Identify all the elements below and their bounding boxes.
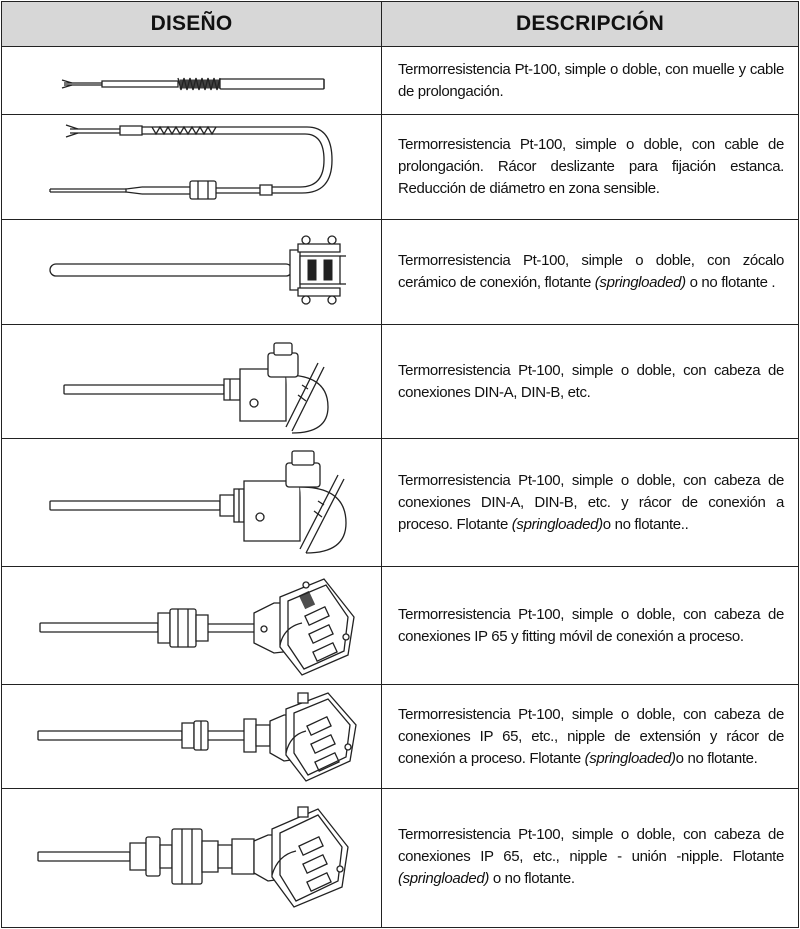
- table-row: [2, 325, 799, 439]
- rtd-ip65-head-nipple-icon: [2, 685, 382, 789]
- description-text-run: o no flotante.: [675, 749, 758, 767]
- description-cell: [382, 220, 799, 325]
- table-row: [2, 439, 799, 567]
- description-text-run: Termorresistencia Pt-100, simple o doble, con muelle y cable de prolongación.: [398, 60, 784, 100]
- rtd-ceramic-block-icon: [2, 220, 382, 325]
- rtd-ip65-head-nipple-union-icon: [2, 789, 382, 928]
- description-text-run: Termorresistencia Pt-100, simple o doble, con cabeza de conexiones IP 65 y fitting móvil de conexión a proceso.: [398, 605, 784, 645]
- rtd-ip65-head-fitting-icon: [2, 567, 382, 685]
- description-cell: [382, 685, 799, 789]
- description-text: [398, 706, 784, 767]
- description-text: [398, 61, 784, 100]
- design-cell: [2, 789, 382, 928]
- description-italic-term: (springloaded): [398, 870, 489, 887]
- design-cell: [2, 439, 382, 567]
- description-text: [398, 252, 784, 291]
- description-text-run: Termorresistencia Pt-100, simple o doble, con cabeza de conexiones DIN-A, DIN-B, etc. y rácor de conexión a proceso. Flotante: [398, 471, 784, 533]
- rtd-din-head-fitting-icon: [2, 439, 382, 567]
- description-cell: [382, 325, 799, 439]
- table-row: [2, 47, 799, 115]
- description-text-run: o no flotante.: [489, 870, 575, 887]
- design-cell: [2, 567, 382, 685]
- design-cell: [2, 685, 382, 789]
- description-cell: [382, 115, 799, 220]
- rtd-din-head-icon: [2, 325, 382, 439]
- table-row: [2, 115, 799, 220]
- header-row: [2, 2, 799, 47]
- description-text: [398, 136, 784, 197]
- description-text-run: o no flotante .: [685, 274, 776, 291]
- design-cell: [2, 47, 382, 115]
- table-row: [2, 685, 799, 789]
- description-text: [398, 826, 784, 887]
- description-italic-term: (springloaded): [584, 749, 676, 767]
- description-text-run: Termorresistencia Pt-100, simple o doble, con cabeza de conexiones DIN-A, DIN-B, etc.: [398, 361, 784, 401]
- rtd-spring-cable-icon: [2, 47, 382, 115]
- description-italic-term: (springloaded): [511, 515, 603, 533]
- header-design: DISEÑO: [2, 2, 382, 47]
- table-row: [2, 789, 799, 928]
- description-text-run: Termorresistencia Pt-100, simple o doble, con cabeza de conexiones IP 65, etc., nipple de extensión y rácor de conexión a proceso. Flotante: [398, 705, 784, 767]
- description-text: [398, 606, 784, 645]
- description-cell: [382, 567, 799, 685]
- description-text-run: Termorresistencia Pt-100, simple o doble, con zócalo cerámico de conexión, flotante: [398, 252, 784, 291]
- description-text: [398, 362, 784, 401]
- design-cell: [2, 115, 382, 220]
- description-cell: [382, 439, 799, 567]
- description-text-run: o no flotante..: [602, 515, 689, 533]
- description-text: [398, 472, 784, 533]
- description-cell: [382, 789, 799, 928]
- description-text-run: Termorresistencia Pt-100, simple o doble, con cable de prolongación. Rácor deslizante para fijación estanca. Reducción de diámetro en zona sensible.: [398, 136, 784, 197]
- table-row: [2, 567, 799, 685]
- description-italic-term: (springloaded): [594, 274, 686, 291]
- rtd-cable-sliding-fitting-icon: [2, 115, 382, 220]
- sensor-design-table: [1, 1, 799, 928]
- design-cell: [2, 325, 382, 439]
- description-text-run: Termorresistencia Pt-100, simple o doble, con cabeza de conexiones IP 65, etc., nipple - unión -nipple. Flotante: [398, 826, 784, 865]
- description-cell: [382, 47, 799, 115]
- table-row: [2, 220, 799, 325]
- design-cell: [2, 220, 382, 325]
- header-description: DESCRIPCIÓN: [382, 2, 799, 47]
